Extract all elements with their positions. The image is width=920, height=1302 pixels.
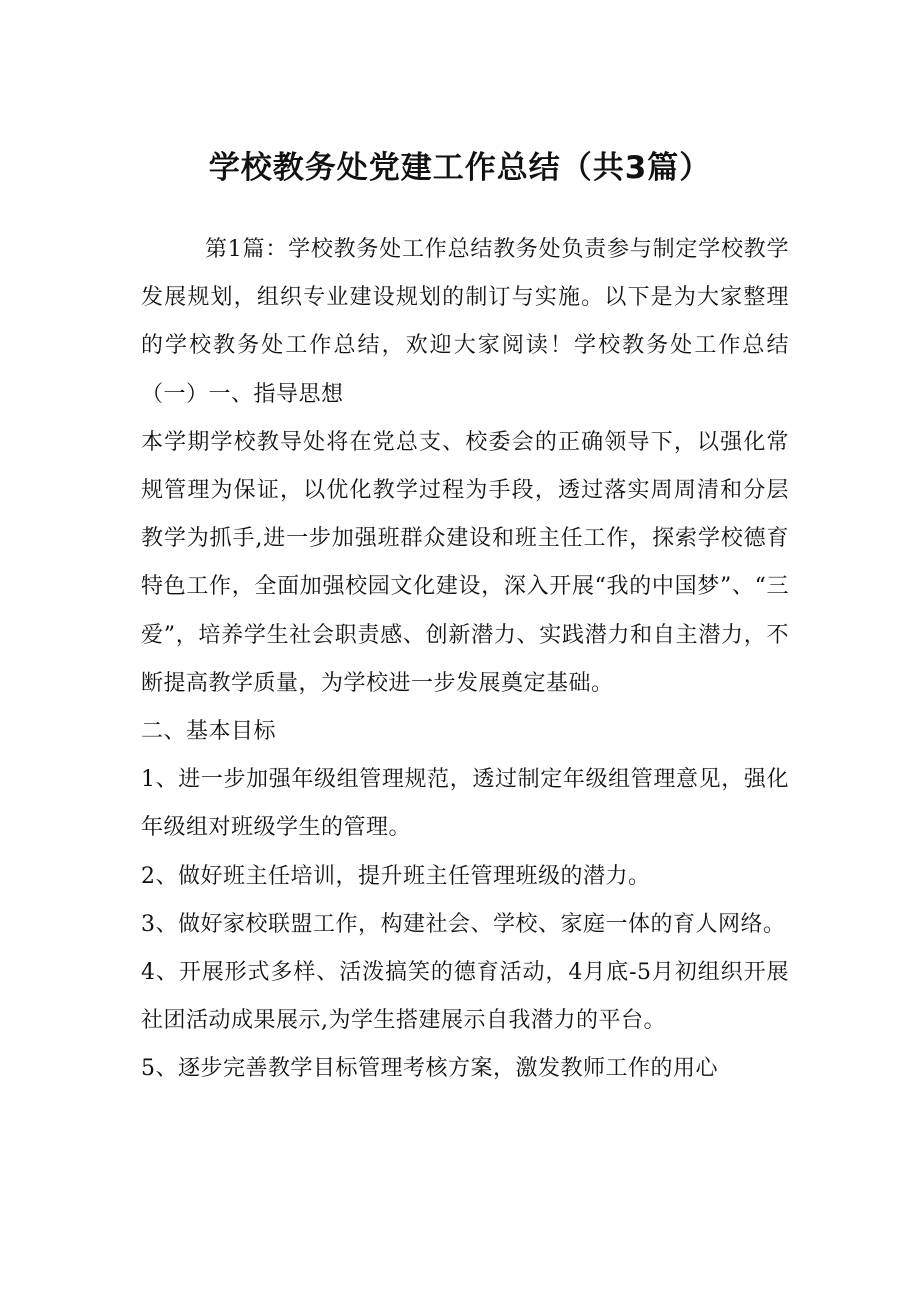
goal-item-5: 5、逐步完善教学目标管理考核方案，激发教师工作的用心 xyxy=(141,1056,718,1082)
paragraph-guiding-ideology: 本学期学校教导处将在党总支、校委会的正确领导下，以强化常规管理为保证，以优化教学过程为手段，透过落实周周清和分层教学为抓手,进一步加强班群众建设和班主任工作，探索学校德育特色工作，全面加强校园文化建设，深入开展“我的中国梦”、“三爱”，培养学生社会职责感、创新潜力、实践潜力和自主潜力，不断提高教学质量，为学校进一步发展奠定基础。 xyxy=(141,429,789,696)
goal-item-2: 2、做好班主任培训，提升班主任管理班级的潜力。 xyxy=(141,863,651,889)
goal-item-1: 1、进一步加强年级组管理规范，透过制定年级组管理意见，强化年级组对班级学生的管理。 xyxy=(141,767,789,841)
goal-item-3: 3、做好家校联盟工作，构建社会、学校、家庭一体的育人网络。 xyxy=(141,911,786,937)
document-body xyxy=(141,226,789,1094)
document-title: 学校教务处党建工作总结（共3篇） xyxy=(208,150,712,186)
heading-basic-goals: 二、基本目标 xyxy=(141,719,277,745)
paragraph-intro: 第1篇：学校教务处工作总结教务处负责参与制定学校教学发展规划，组织专业建设规划的制订与实施。以下是为大家整理的学校教务处工作总结，欢迎大家阅读！学校教务处工作总结（一）一、指导思想 xyxy=(141,237,789,407)
goal-item-4: 4、开展形式多样、活泼搞笑的德育活动，4月底-5月初组织开展社团活动成果展示,为学生搭建展示自我潜力的平台。 xyxy=(141,960,789,1034)
